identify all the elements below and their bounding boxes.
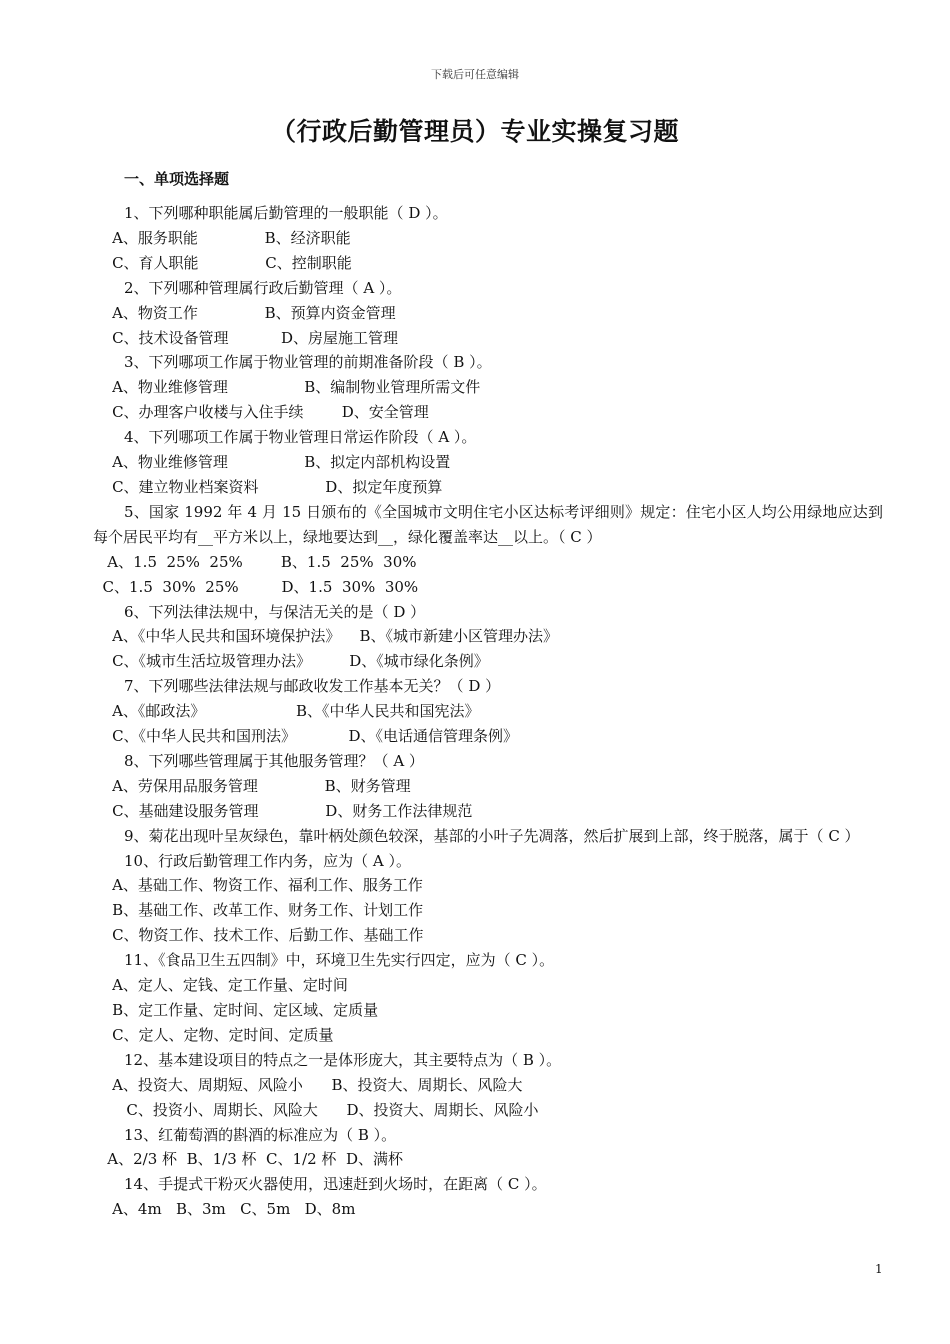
option-row: C、建立物业档案资料 D、拟定年度预算 <box>93 477 443 496</box>
question-list <box>93 201 883 1222</box>
question-stem: 10、行政后勤管理工作内务，应为（ A ）。 <box>124 851 411 870</box>
question-stem: 5、国家 1992 年 4 月 15 日颁布的《全国城市文明住宅小区达标考评细则》规定：住宅小区人均公用绿地应达到每个居民平均有__平方米以上，绿地要达到__，绿化覆盖率达__以上。（ C ） <box>93 502 883 546</box>
question-item <box>93 201 883 276</box>
option-row: C、《中华人民共和国刑法》 D、《电话通信管理条例》 <box>93 727 519 746</box>
question-item <box>93 600 883 675</box>
option-row: C、1.5 30% 25% D、1.5 30% 30% <box>93 577 419 596</box>
option-row: C、办理客户收楼与入住手续 D、安全管理 <box>93 403 429 422</box>
option-row: A、物资工作 B、预算内资金管理 <box>93 303 396 322</box>
option-row: A、投资大、周期短、风险小 B、投资大、周期长、风险大 <box>93 1075 523 1094</box>
option-row: B、定工作量、定时间、定区域、定质量 <box>93 1001 379 1019</box>
question-item <box>93 1172 883 1222</box>
option-row: A、物业维修管理 B、编制物业管理所需文件 <box>93 378 481 397</box>
question-stem: 11、《食品卫生五四制》中，环境卫生先实行四定，应为（ C ）。 <box>124 951 555 970</box>
option-row: C、《城市生活垃圾管理办法》 D、《城市绿化条例》 <box>93 652 489 671</box>
question-stem: 12、基本建设项目的特点之一是体形庞大，其主要特点为（ B ）。 <box>124 1050 562 1069</box>
option-row: C、投资小、周期长、风险大 D、投资大、周期长、风险小 <box>93 1100 539 1119</box>
question-item <box>93 824 883 849</box>
option-row: C、技术设备管理 D、房屋施工管理 <box>93 328 399 347</box>
question-stem: 7、下列哪些法律法规与邮政收发工作基本无关？（ D ） <box>124 677 501 696</box>
question-stem: 1、下列哪种职能属后勤管理的一般职能（ D ）。 <box>124 204 448 222</box>
question-item <box>93 849 883 949</box>
question-stem: 9、菊花出现叶呈灰绿色，靠叶柄处颜色较深，基部的小叶子先凋落，然后扩展到上部，终于脱落，属于（ C ） <box>124 826 860 845</box>
question-stem: 4、下列哪项工作属于物业管理日常运作阶段（ A ）。 <box>124 428 477 447</box>
question-item <box>93 425 883 500</box>
option-row: C、物资工作、技术工作、后勤工作、基础工作 <box>93 926 424 945</box>
question-stem: 14、手提式干粉灭火器使用，迅速赶到火场时，在距离（ C ）。 <box>124 1175 547 1194</box>
question-item <box>93 1123 883 1173</box>
option-row: B、基础工作、改革工作、财务工作、计划工作 <box>93 901 424 920</box>
section-heading: 一、单项选择题 <box>124 170 230 188</box>
question-item <box>93 500 883 600</box>
question-item <box>93 674 883 749</box>
question-stem: 2、下列哪种管理属行政后勤管理（ A ）。 <box>124 278 402 297</box>
option-row: A、定人、定钱、定工作量、定时间 <box>93 976 348 995</box>
option-row: A、2/3 杯 B、1/3 杯 C、1/2 杯 D、满杯 <box>93 1150 403 1169</box>
option-row: C、基础建设服务管理 D、财务工作法律规范 <box>93 801 473 820</box>
document-title: （行政后勤管理员）专业实操复习题 <box>270 117 679 146</box>
option-row: A、服务职能 B、经济职能 <box>93 228 351 247</box>
option-row: A、《邮政法》 B、《中华人民共和国宪法》 <box>93 702 480 721</box>
question-item <box>93 948 883 1048</box>
page-number: 1 <box>875 1262 883 1276</box>
option-row: A、4m B、3m C、5m D、8m <box>93 1200 356 1219</box>
option-row: A、劳保用品服务管理 B、财务管理 <box>93 776 411 795</box>
option-row: C、定人、定物、定时间、定质量 <box>93 1025 334 1044</box>
question-item <box>93 276 883 351</box>
option-row: A、基础工作、物资工作、福利工作、服务工作 <box>93 876 423 895</box>
option-row: A、物业维修管理 B、拟定内部机构设置 <box>93 453 451 472</box>
option-row: C、育人职能 C、控制职能 <box>93 253 352 272</box>
option-row: A、1.5 25% 25% B、1.5 25% 30% <box>93 552 417 571</box>
option-row: A、《中华人民共和国环境保护法》 B、《城市新建小区管理办法》 <box>93 627 559 646</box>
question-item <box>93 1048 883 1123</box>
page-header-note: 下载后可任意编辑 <box>431 68 519 81</box>
question-item <box>93 350 883 425</box>
question-item <box>93 749 883 824</box>
question-stem: 8、下列哪些管理属于其他服务管理？（ A ） <box>124 751 424 770</box>
question-stem: 3、下列哪项工作属于物业管理的前期准备阶段（ B ）。 <box>124 353 492 372</box>
question-stem: 6、下列法律法规中，与保洁无关的是（ D ） <box>124 602 426 621</box>
question-stem: 13、红葡萄酒的斟酒的标准应为（ B ）。 <box>124 1125 397 1144</box>
